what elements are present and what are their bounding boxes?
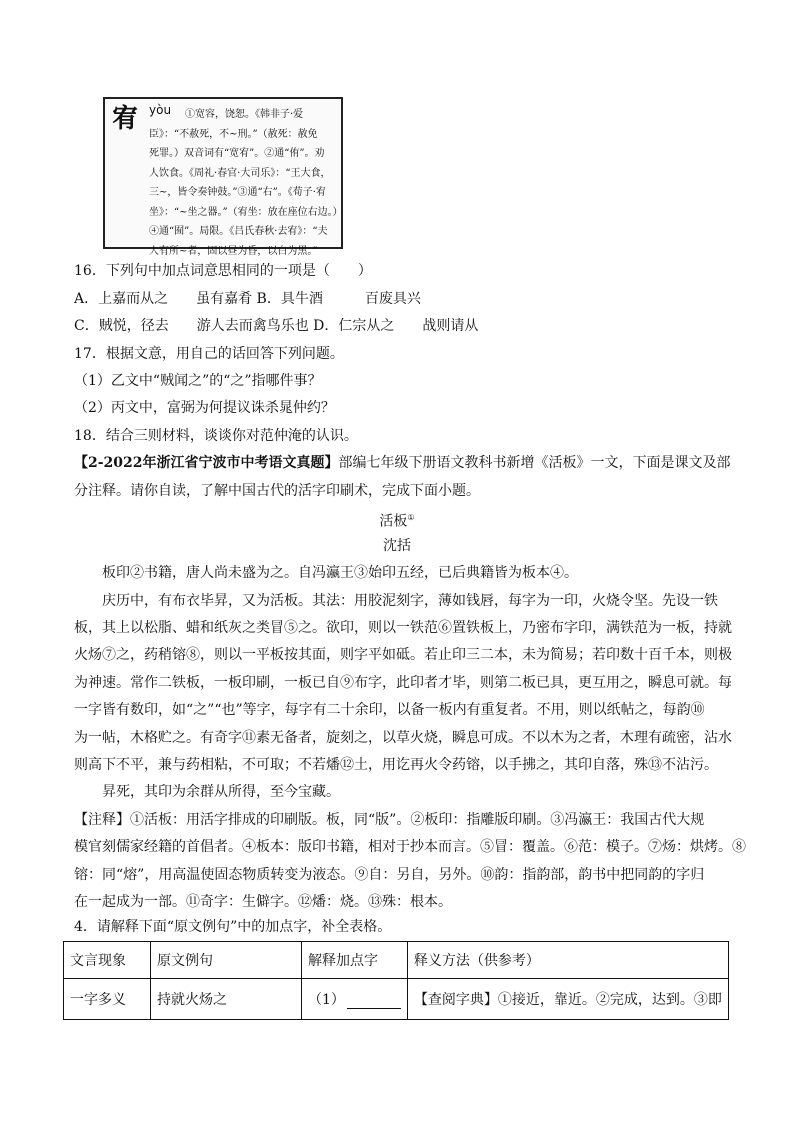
passage-title: [0, 508, 794, 532]
section-intro-line-2: 分注释。请你自读，了解中国古代的活字印刷术，完成下面小题。: [74, 483, 480, 499]
answer-blank-cell[interactable]: [302, 979, 408, 1020]
question-16-options-cd: C．贼悦，径去 游人去而禽鸟乐也 D．仁宗从之 战则请从: [74, 318, 479, 334]
dictionary-pinyin: yòu: [149, 103, 172, 117]
dictionary-definition: [113, 105, 343, 261]
dictionary-line: 臣》：“不赦死，不~刑。”（赦死：赦免: [149, 128, 318, 140]
notes-line: 镕：同“熔”，用高温使固态物质转变为液态。⑨自：另自，另外。⑩韵：指韵部，韵书中把同韵的字归: [74, 867, 705, 883]
section-intro-line-1: [74, 453, 731, 473]
passage-paragraph-2-line: 庆历中，有布衣毕昇，又为活板。其法：用胶泥刻字，薄如钱唇，每字为一印，火烧令坚。先设一铁: [102, 593, 718, 609]
passage-paragraph-3: 昇死，其印为余群从所得，至今宝藏。: [102, 784, 340, 800]
passage-paragraph-2-line: 则高下不平，兼与药相粘，不可取；不若燔⑫土，用讫再火令药镕，以手拂之，其印自落，殊⑬不沾污。: [74, 757, 718, 773]
dictionary-line: 人饮食。《周礼·春官·大司乐》：“王大食，: [149, 167, 331, 179]
passage-paragraph-2-line: 为一帖，木格贮之。有奇字⑪素无备者，旋刻之，以草火烧，瞬息可成。不以木为之者，木理有疏密，沾水: [74, 730, 732, 746]
question-16: 16．下列句中加点词意思相同的一项是（ ）: [74, 263, 372, 279]
table-cell: 持就火炀之: [151, 979, 302, 1020]
source-tag: 【2-2022年浙江省宁波市中考语文真题】: [74, 455, 339, 471]
table-cell: 一字多义: [64, 979, 151, 1020]
dictionary-line: 坐》：“~坐之器。”（宥坐：放在座位右边。）: [149, 206, 343, 218]
answer-table: [63, 941, 729, 1020]
passage-author: 沈括: [383, 538, 411, 554]
question-17-part-2: （2）丙文中，富弼为何提议诛杀晁仲约？: [74, 400, 335, 416]
passage-title-note: ①: [407, 513, 415, 522]
notes-line: 【注释】①活板：用活字排成的印刷版。板，同“版”。②板印：指雕版印刷。③冯瀛王：我国古代大规: [74, 812, 705, 828]
dictionary-line: 三~，皆令奏钟鼓。”③通“右”。《荀子·宥: [149, 187, 326, 198]
passage-paragraph-2-line: 火炀⑦之，药稍镕⑧，则以一平板按其面，则字平如砥。若止印三二本，未为简易；若印数十百千本，则极: [74, 647, 732, 663]
passage-paragraph-2-line: 一字皆有数印，如“之”“也”等字，每字有二十余印，以备一板内有重复者。不用，则以纸帖之，每韵⑩: [74, 702, 705, 718]
notes-line: 模官刻儒家经籍的首倡者。④板本：版印书籍，相对于抄本而言。⑤冒：覆盖。⑥范：模子。⑦炀：烘烤。⑧: [74, 839, 746, 855]
question-4: 4．请解释下面“原文例句”中的加点字，补全表格。: [74, 919, 392, 935]
dictionary-headword: 宥: [112, 104, 139, 134]
table-header-cell: 原文例句: [151, 942, 302, 979]
intro-text: 部编七年级下册语文教科书新增《活板》一文，下面是课文及部: [338, 455, 731, 471]
passage-title-text: 活板: [379, 513, 408, 530]
passage-paragraph-1: 板印②书籍，唐人尚未盛为之。自冯瀛王③始印五经，已后典籍皆为板本④。: [102, 565, 578, 581]
blank-label: （1）: [308, 992, 345, 1008]
table-header-cell: 文言现象: [64, 942, 151, 979]
table-row: [64, 979, 729, 1020]
question-18: 18．结合三则材料，谈谈你对范仲淹的认识。: [74, 428, 358, 444]
dictionary-line: ④通“囿”。局限。《吕氏春秋·去宥》：“夫: [149, 226, 328, 237]
dictionary-line: ①宽容，饶恕。《韩非子·爱: [185, 109, 304, 120]
dictionary-line: 死罪。）双音词有“宽宥”。②通“侑”。劝: [149, 148, 325, 159]
table-header-row: [64, 942, 729, 979]
table-header-cell: 释义方法（供参考）: [407, 942, 728, 979]
table-header-cell: 解释加点字: [302, 942, 408, 979]
dictionary-entry-image: [103, 97, 343, 257]
question-17: 17．根据文意，用自己的话回答下列问题。: [74, 346, 344, 362]
dictionary-line: 人有所~者，固以昼为昏，以白为黑。”: [149, 245, 318, 257]
question-17-part-1: （1）乙文中“贼闻之”的“之”指哪件事？: [74, 373, 322, 389]
table-cell: 【查阅字典】①接近，靠近。②完成，达到。③即: [407, 979, 728, 1020]
passage-paragraph-2-line: 板，其上以松脂、蜡和纸灰之类冒⑤之。欲印，则以一铁范⑥置铁板上，乃密布字印，满铁范为一板，持就: [74, 620, 732, 636]
passage-paragraph-2-line: 为神速。常作二铁板，一板印刷，一板已自⑨布字，此印者才毕，则第二板已具，更互用之，瞬息可就。每: [74, 675, 732, 691]
question-16-options-ab: A．上嘉而从之 虽有嘉肴 B．具牛酒 百废具兴: [74, 291, 421, 307]
notes-line: 在一起成为一部。⑪奇字：生僻字。⑫燔：烧。⑬殊：根本。: [74, 894, 452, 910]
answer-blank[interactable]: [347, 994, 401, 1009]
